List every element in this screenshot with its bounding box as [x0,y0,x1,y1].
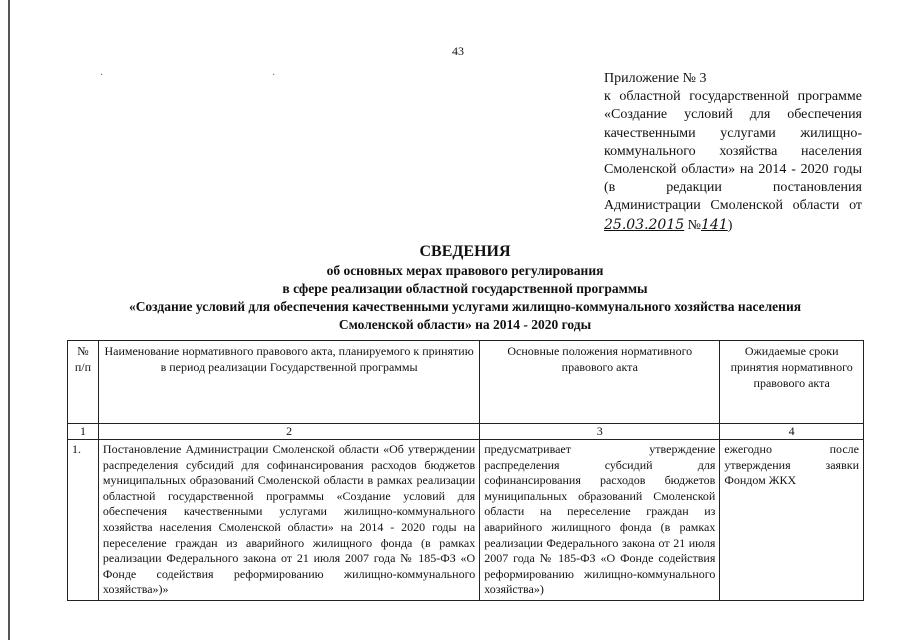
row-provisions: предусматривает утверждение распределения субсидий для софинансирования расходов бюджетов муниципальных образований Смоленской области на переселение граждан из аварийного жилищного фонда (в рамках реализации Федерального закона от 21 июля 2007 года № 185-ФЗ «О Фонде содействия реформированию жилищно-коммунального хозяйства») [480,440,720,601]
row-name: Постановление Администрации Смоленской области «Об утверждении распределения субсидий для софинансирования расходов бюджетов муниципальных образований Смоленской области в рамках реализации областной государственной программы «Создание условий для обеспечения качественными услугами жилищно-коммунального хозяйства населения Смоленской области» на 2014 - 2020 годы на переселение граждан из аварийного жилищного фонда (в рамках реализации Федерального закона от 21 июля 2007 года № 185-ФЗ «О Фонде содействия реформированию жилищно-коммунального хозяйства»)» [98,440,479,601]
column-number: 2 [98,424,479,440]
table-header-row [68,341,864,424]
column-number: 3 [480,424,720,440]
scan-dot: · [100,70,104,81]
header-name: Наименование нормативного правового акта, планируемого к принятию в период реализации Государственной программы [98,341,479,424]
heading-title: СВЕДЕНИЯ [419,243,511,260]
heading-line-4: «Создание условий для обеспечения качественными услугами жилищно-коммунального хозяйства населения [128,299,802,314]
document-heading [70,242,860,334]
handwritten-date: 25.03.2015 [604,216,685,233]
heading-line-5: Смоленской области» на 2014 - 2020 годы [338,317,592,332]
appendix-body [604,88,862,235]
appendix-block [604,70,862,235]
header-num: № п/п [68,341,99,424]
column-number-row [68,424,864,440]
row-timing: ежегодно после утверждения заявки Фондом ЖКХ [720,440,864,601]
column-number: 1 [68,424,99,440]
header-provisions: Основные положения нормативного правового акта [480,341,720,424]
handwritten-number: 141 [701,216,728,233]
heading-line-3: в сфере реализации областной государственной программы [282,281,648,296]
header-timing: Ожидаемые сроки принятия нормативного правового акта [720,341,864,424]
measures-table [67,340,864,601]
row-num: 1. [68,440,99,601]
table-row [68,440,864,601]
appendix-number-prefix: № [687,217,702,233]
appendix-text: к областной государственной программе «Создание условий для обеспечения качественными услугами жилищно-коммунального хозяйства населения Смоленской области» на 2014 - 2020 годы (в редакции постановления Администрации Смоленской области от [604,89,862,214]
scan-dot: · [272,70,276,81]
heading-line-2: об основных мерах правового регулирования [326,263,604,278]
appendix-title: Приложение № 3 [604,71,707,86]
appendix-number-suffix: ) [727,217,733,233]
column-number: 4 [720,424,864,440]
scan-edge [8,0,10,640]
page-number: 43 [452,44,464,58]
